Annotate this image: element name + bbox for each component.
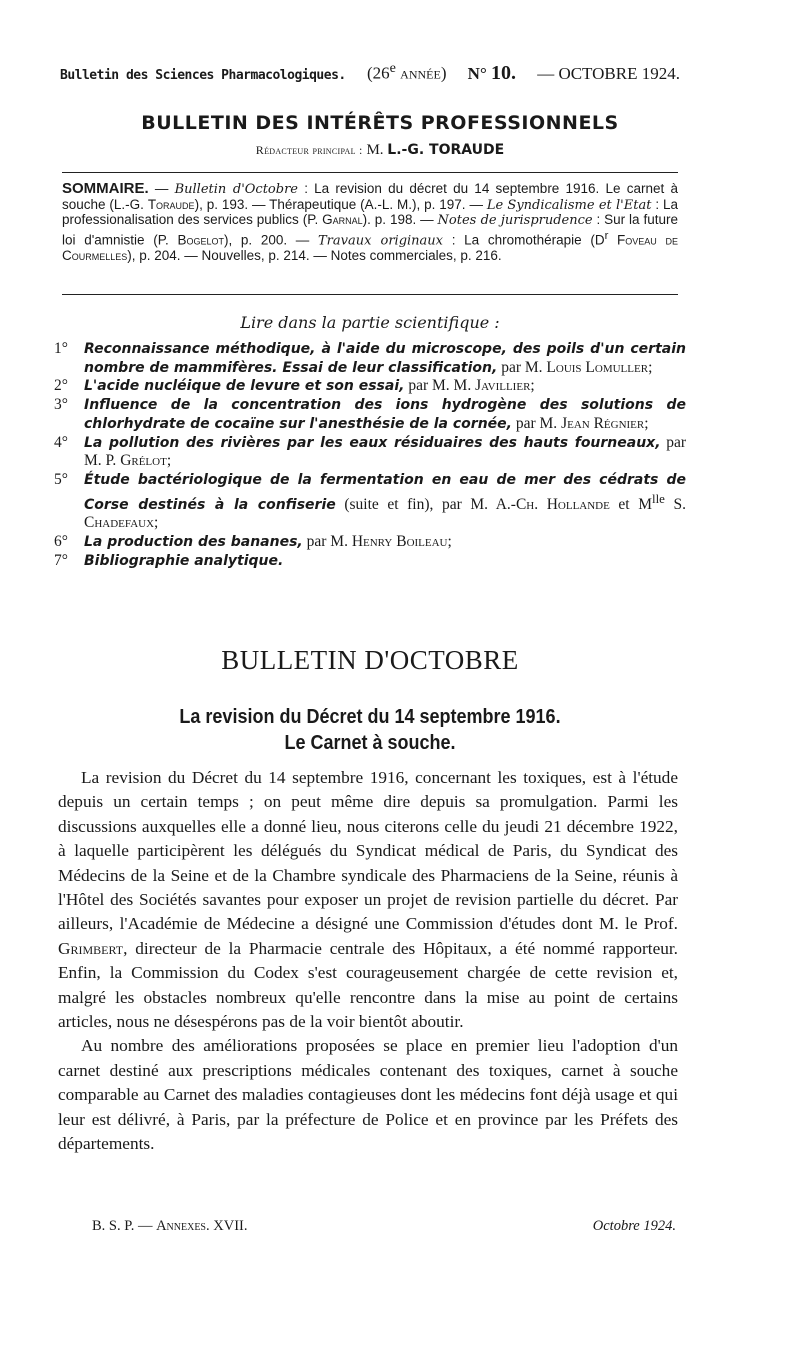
editor-line: Rédacteur principal : M. L.-G. TORAUDE — [255, 142, 505, 158]
sommaire-label: SOMMAIRE. — [62, 180, 149, 197]
issue-number: N° 10. — [467, 61, 516, 84]
scientific-list — [54, 340, 686, 571]
page-footer — [92, 1218, 676, 1235]
running-header — [60, 60, 680, 85]
footer-left: B. S. P. — Annexes. XVII. — [92, 1218, 248, 1234]
scientific-part-heading: Lire dans la partie scientifique : — [240, 313, 500, 332]
section-title: BULLETIN DES INTÉRÊTS PROFESSIONNELS — [141, 112, 619, 134]
article-subtitle: Le Carnet à souche. — [284, 732, 456, 754]
list-item: 4° La pollution des rivières par les eaux résiduaires des hauts fourneaux, par M. P. Grélot; — [54, 433, 687, 470]
article-title: La revision du Décret du 14 septembre 1916. — [179, 706, 561, 728]
paragraph: La revision du Décret du 14 septembre 1916, concernant les toxiques, est à l'étude depuis un certain temps ; on peut même dire depuis sa promulgation. Parmi les discussions auxquelles elle a donné lieu, nous citerons celle du jeudi 21 décembre 1922, à laquelle participèrent les délégués du Syndicat médical de Paris, du Syndicat des Médecins de la Seine et de la Chambre syndicale des Pharmaciens de la Seine, réunis à l'Hôtel des Sociétés savantes pour exposer un projet de revision partielle du décret. Par ailleurs, l'Académie de Médecine a désigné une Commission d'études dont M. le Prof. Grimbert, directeur de la Pharmacie centrale des Hôpitaux, a été nommé rapporteur. Enfin, la Commission du Codex s'est courageusement chargée de cette revision et, malgré les obstacles nombreux qu'elle rencontre dans la mise au point de certains articles, nous ne désespérons pas de la voir bientôt aboutir. — [58, 768, 678, 1032]
journal-title: Bulletin des Sciences Pharmacologiques. — [60, 67, 346, 83]
list-item: 7° Bibliographie analytique. — [54, 551, 284, 569]
list-item: 6° La production des bananes, par M. Henry Boileau; — [54, 533, 452, 551]
list-item: 2° L'acide nucléique de levure et son essai, par M. M. Javillier; — [54, 377, 535, 395]
list-item: 1° Reconnaissance méthodique, à l'aide du microscope, des poils d'un certain nombre de mammifères. Essai de leur classification, par M. Louis Lomuller; — [54, 340, 686, 376]
footer-right: Octobre 1924. — [592, 1218, 676, 1234]
list-item: 5° Étude bactériologique de la fermentation en eau de mer des cédrats de Corse destinés à la confiserie (suite et fin), par M. A.-Ch. Hollande et $M^{lle}$ S. Chadefaux; — [54, 470, 686, 532]
divider-bottom — [62, 294, 678, 295]
divider-top — [62, 172, 678, 173]
editor-name: L.-G. TORAUDE — [387, 142, 505, 158]
bulletin-heading: BULLETIN D'OCTOBRE — [221, 645, 519, 675]
volume-year: (26e année) — [366, 60, 447, 83]
paragraph: Au nombre des améliorations proposées se place en premier lieu l'adoption d'un carnet destiné aux prescriptions médicales contenant des toxiques, carnet à souche comparable au Carnet des maladies contagieuses dont les médecins font déjà usage et qui leur est délivré, à Paris, par la préfecture de Police et en province par les Préfets des départements. — [58, 1036, 678, 1154]
article-body — [58, 766, 678, 1157]
editor-label: Rédacteur principal : — [255, 143, 363, 157]
issue-month: — OCTOBRE 1924. — [537, 63, 680, 83]
sommaire: SOMMAIRE. — Bulletin d'Octobre : La revision du décret du 14 septembre 1916. Le carnet à souche (L.-G. Toraude), p. 193. — Thérapeutique (A.-L. M.), p. 197. — Le Syndicalisme et l'Etat : La professionalisation des services publics (P. Garnal). p. 198. — Notes de jurisprudence : Sur la future loi d'amnistie (P. Bogelot), p. 200. — Travaux originaux : La chromothérapie ($D^r$ Foveau de Courmelles), p. 204. — Nouvelles, p. 214. — Notes commerciales, p. 216. — [62, 180, 678, 263]
list-item: 3° Influence de la concentration des ions hydrogène des solutions de chlorhydrate de cocaïne sur l'anesthésie de la cornée, par M. Jean Régnier; — [54, 396, 686, 432]
